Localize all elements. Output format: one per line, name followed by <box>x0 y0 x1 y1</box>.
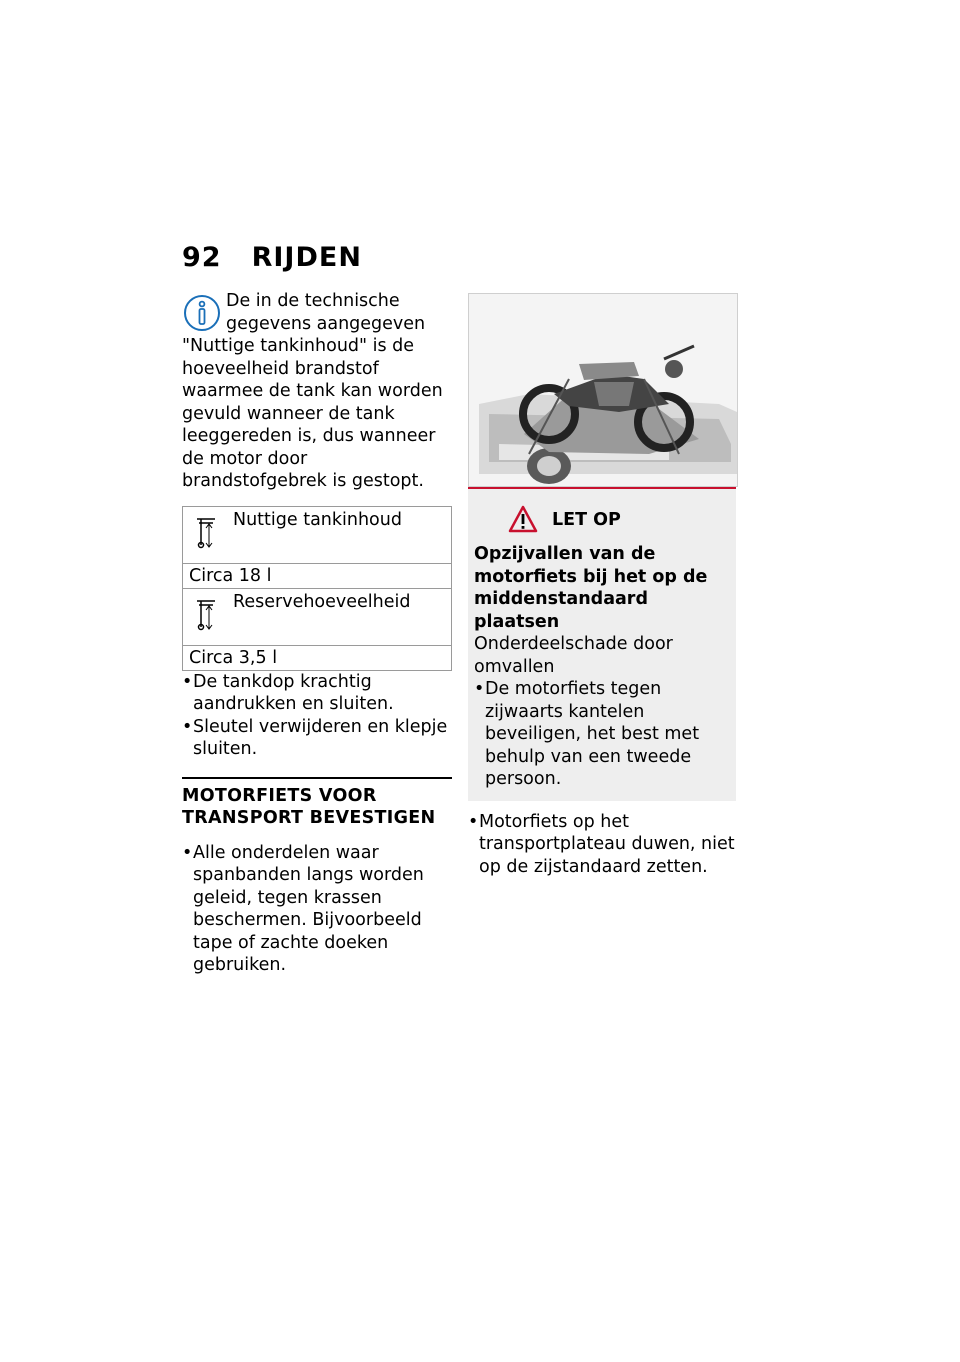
info-lead-1: De in de technische <box>226 291 400 311</box>
right-column <box>468 293 738 878</box>
bullet-list <box>182 842 452 977</box>
info-lead-2: gegevens aangegeven <box>226 313 426 334</box>
list-item: • De motorfiets tegen zijwaarts kantelen beveiligen, het best met behulp van een tweede persoon. <box>474 678 728 791</box>
bullet-list <box>182 671 452 761</box>
warning-triangle-icon <box>508 505 538 533</box>
info-note <box>182 290 452 493</box>
spec-label: Reservehoeveelheid <box>233 591 411 612</box>
info-text: "Nuttige tankinhoud" is de hoeveelheid brandstof waarmee de tank kan worden gevuld wanneer de tank leeggereden is, dus wanneer de motor door brandstofgebrek is gestopt. <box>182 336 443 491</box>
bullet-list <box>474 678 728 791</box>
warning-effect: Onderdeelschade door omvallen <box>474 634 673 677</box>
page-number: 92 <box>182 242 222 273</box>
warning-title: LET OP <box>552 510 621 530</box>
info-icon <box>182 293 222 333</box>
warning-cause: Opzijvallen van de motorfiets bij het op de middenstandaard plaatsen <box>474 544 708 632</box>
section-divider <box>182 777 452 779</box>
list-item: • De tankdop krachtig aandrukken en sluiten. <box>182 671 452 716</box>
list-item: • Motorfiets op het transportplateau duwen, niet op de zijstandaard zetten. <box>468 811 738 879</box>
spec-value: Circa 3,5 l <box>189 647 278 668</box>
left-column <box>182 290 452 977</box>
spec-header <box>183 589 451 646</box>
page-title: RIJDEN <box>251 242 362 273</box>
warning-box <box>468 487 736 801</box>
spec-value: Circa 18 l <box>183 564 451 589</box>
fuel-gauge-icon <box>195 597 217 633</box>
motorcycle-trailer-photo <box>468 293 738 487</box>
motorcycle-illustration <box>469 294 737 486</box>
list-item: • Alle onderdelen waar spanbanden langs worden geleid, tegen krassen beschermen. Bijvoorbeeld tape of zachte doeken gebruiken. <box>182 842 452 977</box>
spec-label: Nuttige tankinhoud <box>233 509 402 530</box>
section-title: MOTORFIETS VOOR TRANSPORT BEVESTIGEN <box>182 785 436 828</box>
fuel-gauge-icon <box>195 515 217 551</box>
list-item: • Sleutel verwijderen en klepje sluiten. <box>182 716 452 761</box>
bullet-list <box>468 811 738 879</box>
spec-header <box>183 507 451 564</box>
spec-table <box>182 506 452 671</box>
page-heading <box>182 242 362 273</box>
